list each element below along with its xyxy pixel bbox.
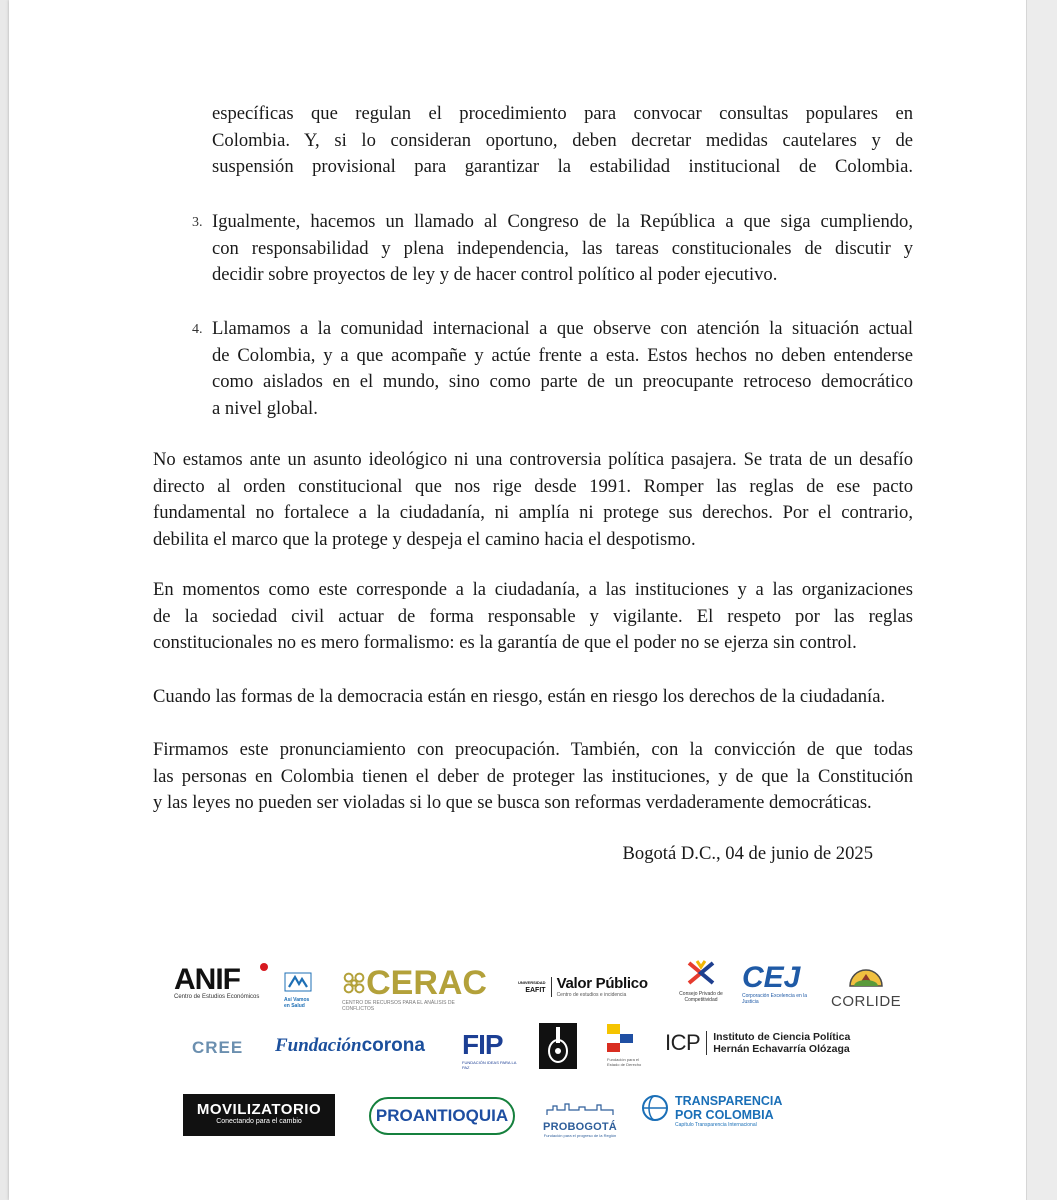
text-line: No estamos ante un asunto ideológico ni una controversia política pasajera. Se trata de un desafío [153,449,913,470]
anif-logo [174,963,274,1000]
cerac-logo [342,966,487,1012]
transparencia-por-colombia-logo [641,1094,782,1128]
text-line: a nivel global. [212,397,318,419]
paragraph-1 [153,447,913,553]
text-line: fundamental no fortalece a la ciudadanía, ni amplía ni protege sus derechos. Por el contrario, [153,502,913,523]
avs-mark-icon [284,972,312,992]
cej-logo [742,963,812,1005]
probogota-logo-text: PROBOGOTÁ [543,1121,617,1133]
cree-logo [192,1038,243,1058]
list-number: 4. [192,322,203,337]
text-line: Llamamos a la comunidad internacional a que observe con atención la situación actual [212,318,913,339]
document-page [9,0,1026,1200]
guitar-icon [539,1023,577,1069]
cpc-logo-text: Consejo Privado de Competitividad [679,991,723,1003]
valor-publico-logo [518,975,658,998]
movilizatorio-logo [183,1094,335,1136]
list-item-3 [212,209,913,289]
movilizatorio-logo-text: MOVILIZATORIO [196,1101,322,1118]
text-line: específicas que regulan el procedimiento para convocar consultas populares en [212,103,913,124]
cerac-flower-icon [342,966,366,1000]
list-item-2-continuation [212,101,913,181]
probogota-logo [542,1102,618,1138]
paragraph-3 [153,684,913,711]
anif-logo-subtitle: Centro de Estudios Económicos [174,994,260,1000]
corona-logo-text-a: Fundación [275,1035,362,1056]
text-line: decidir sobre proyectos de ley y de hacer control político al poder ejecutivo. [212,264,778,285]
transparencia-line-1: TRANSPARENCIA [675,1094,783,1108]
corlide-logo-text: CORLIDE [831,993,902,1010]
text-line: y las leyes no pueden ser violadas si lo que se busca son reformas verdaderamente democráticas. [153,792,872,813]
probogota-skyline-icon [545,1102,615,1116]
transparencia-line-2: POR COLOMBIA [675,1108,774,1122]
fundacion-corona-logo [275,1035,425,1057]
text-line: Colombia. Y, si lo consideran oportuno, deben decretar medidas cautelares y de [212,129,913,151]
flag-logo-text: Fundación para el Estado de Derecho [607,1057,642,1067]
flag-foundation-logo [607,1024,647,1067]
cree-logo-text: CREE [192,1038,244,1057]
valor-publico-subtitle: Centro de estudios e incidencia [556,992,627,998]
text-line: las personas en Colombia tienen el deber de proteger las instituciones, y de que la Constitución [153,765,913,787]
viewer-scroll-edge[interactable] [1026,0,1057,1200]
text-line: directo al orden constitucional que nos rige desde 1991. Romper las reglas de ese pacto [153,475,913,497]
text-line: debilita el marco que la protege y despeja el camino hacia el despotismo. [153,528,696,550]
cerac-logo-subtitle: CENTRO DE RECURSOS PARA EL ANÁLISIS DE CONFLICTOS [342,1000,455,1012]
cej-logo-text: CEJ [742,961,801,994]
text-line: Cuando las formas de la democracia están en riesgo, están en riesgo los derechos de la ciudadanía. [153,686,886,707]
text-line: constitucionales no es mero formalismo: es la garantía de que el poder no se ejerza sin control. [153,632,857,653]
document-date: Bogotá D.C., 04 de junio de 2025 [622,843,873,864]
corona-logo-text-b: corona [361,1035,425,1056]
list-number: 3. [192,215,203,230]
anif-red-dot [260,963,268,971]
icp-logo [665,1030,850,1056]
eafit-text [518,979,546,995]
list-item-4 [212,316,913,422]
logo-divider [551,977,552,997]
text-line: En momentos como este corresponde a la ciudadanía, a las instituciones y a las organizaciones [153,579,913,600]
icp-logo-text: ICP [665,1030,701,1055]
transparencia-globe-icon [641,1094,669,1122]
avs-logo-text: Así Vamos en Salud [284,997,310,1009]
cerac-logo-text: CERAC [366,964,487,1002]
text-line: Firmamos este pronunciamiento con preocupación. También, con la convicción de que todas [153,739,913,760]
proantioquia-logo [369,1097,515,1135]
probogota-logo-subtitle: Fundación para el progreso de la Región [543,1133,617,1138]
icp-line-2: Hernán Echavarría Olózaga [713,1043,850,1055]
text-line: de la sociedad civil actuar de forma responsable y vigilante. El respeto por las reglas [153,605,913,627]
text-line: con responsabilidad y plena independencia, las tareas constitucionales de discutir y [212,237,913,259]
fip-logo-subtitle: FUNDACIÓN IDEAS PARA LA PAZ [462,1060,517,1070]
text-line: suspensión provisional para garantizar la estabilidad institucional de Colombia. [212,156,913,177]
corlide-logo [831,962,901,1010]
corlide-house-icon [846,962,886,988]
paragraph-4 [153,737,913,817]
transparencia-subtitle: Capítulo Transparencia Internacional [675,1122,757,1128]
guitar-emblem-logo [539,1023,577,1069]
eafit-universidad-text: UNIVERSIDAD [518,979,546,985]
asi-vamos-en-salud-logo [284,972,316,1009]
icp-line-1: Instituto de Ciencia Política [713,1031,851,1043]
text-line: de Colombia, y a que acompañe y actúe frente a esta. Estos hechos no deben entenderse [212,344,913,366]
fip-logo-text: FIP [462,1029,503,1060]
cpc-mark-icon [686,960,716,986]
flag-blocks-icon [607,1024,633,1052]
proantioquia-logo-text: PROANTIOQUIA [375,1106,509,1125]
text-line: Igualmente, hacemos un llamado al Congreso de la República a que siga cumpliendo, [212,211,913,232]
text-line: como aislados en el mundo, sino como parte de un preocupante retroceso democrático [212,371,913,392]
valor-publico-text: Valor Público [556,975,648,992]
movilizatorio-logo-subtitle: Conectando para el cambio [216,1118,302,1125]
eafit-name-text: EAFIT [525,986,546,994]
fip-logo [462,1030,518,1070]
cej-logo-subtitle: Corporación Excelencia en la Justicia [742,993,808,1005]
paragraph-2 [153,577,913,657]
logo-divider [706,1031,707,1055]
consejo-privado-competitividad-logo [679,960,723,1003]
anif-logo-text: ANIF [174,963,240,996]
